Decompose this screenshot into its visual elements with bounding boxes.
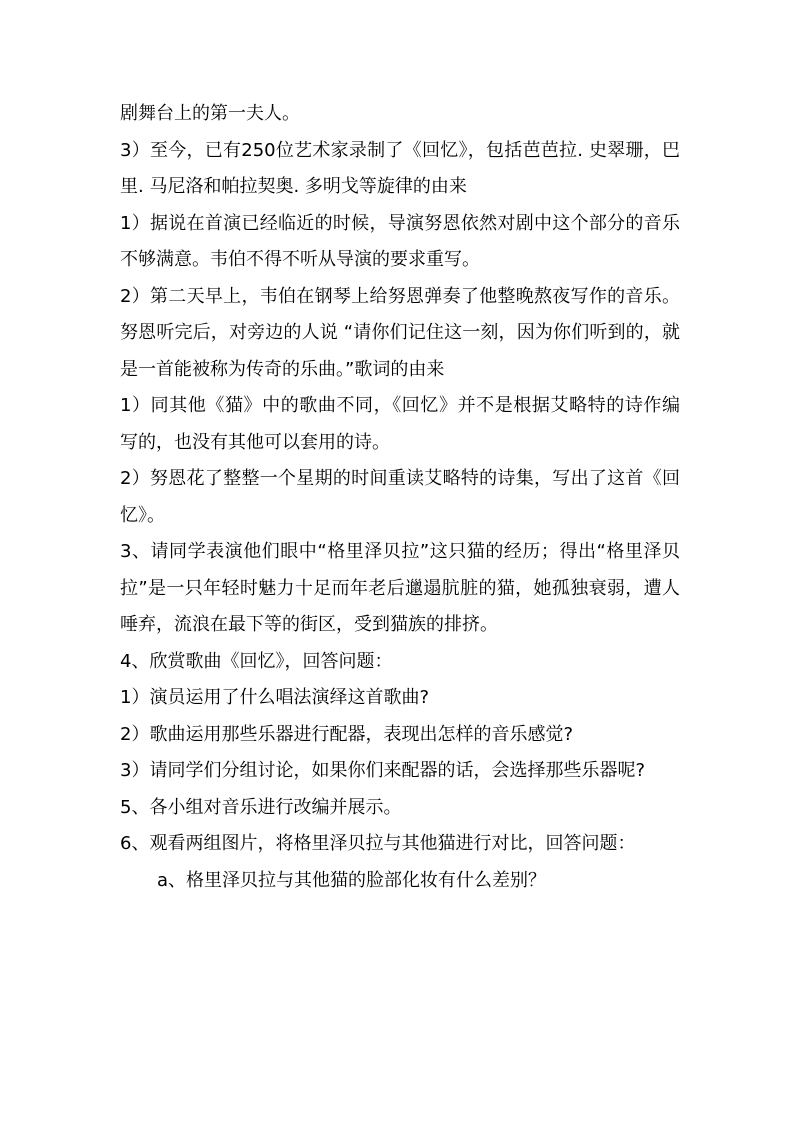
paragraph-next-morning: 2）第二天早上，韦伯在钢琴上给努恩弹奏了他整晚熬夜写作的音乐。努恩听完后，对旁边的人说 “请你们记住这一刻，因为你们听到的，就是一首能被称为传奇的乐曲。”歌词的由来 (120, 285, 680, 380)
paragraph-step-5: 5、各小组对音乐进行改编并展示。 (120, 796, 402, 818)
question-a: a、格里泽贝拉与其他猫的脸部化妆有什么差别？ (157, 869, 547, 891)
paragraph-step-4: 4、欣赏歌曲《回忆》，回答问题： (120, 650, 393, 672)
question-1: 1）演员运用了什么唱法演绎这首歌曲? (120, 687, 430, 708)
paragraph-eliot-poems: 2）努恩花了整整一个星期的时间重读艾略特的诗集，写出了这首《回忆》。 (120, 468, 680, 526)
document-body (120, 96, 680, 899)
paragraph-premiere: 1）据说在首演已经临近的时候，导演努恩依然对剧中这个部分的音乐不够满意。韦伯不得不听从导演的要求重写。 (120, 212, 680, 270)
paragraph-recordings: 3）至今，已有250位艺术家录制了《回忆》，包括芭芭拉. 史翠珊，巴里. 马尼洛和帕拉契奥. 多明戈等旋律的由来 (120, 139, 680, 197)
question-3: 3）请同学们分组讨论，如果你们来配器的话，会选择那些乐器呢? (120, 760, 646, 781)
paragraph-intro-end: 剧舞台上的第一夫人。 (120, 103, 300, 124)
paragraph-step-6: 6、观看两组图片，将格里泽贝拉与其他猫进行对比，回答问题： (120, 833, 636, 854)
paragraph-step-3: 3、请同学表演他们眼中“格里泽贝拉”这只猫的经历；得出“格里泽贝拉”是一只年轻时魅力十足而年老后邋遢肮脏的猫，她孤独衰弱，遭人唾弃，流浪在最下等的街区，受到猫族的排挤。 (120, 541, 680, 635)
question-2: 2）歌曲运用那些乐器进行配器，表现出怎样的音乐感觉? (120, 723, 574, 745)
paragraph-lyrics-origin: 1）同其他《猫》中的歌曲不同，《回忆》并不是根据艾略特的诗作编写的，也没有其他可以套用的诗。 (120, 395, 680, 453)
